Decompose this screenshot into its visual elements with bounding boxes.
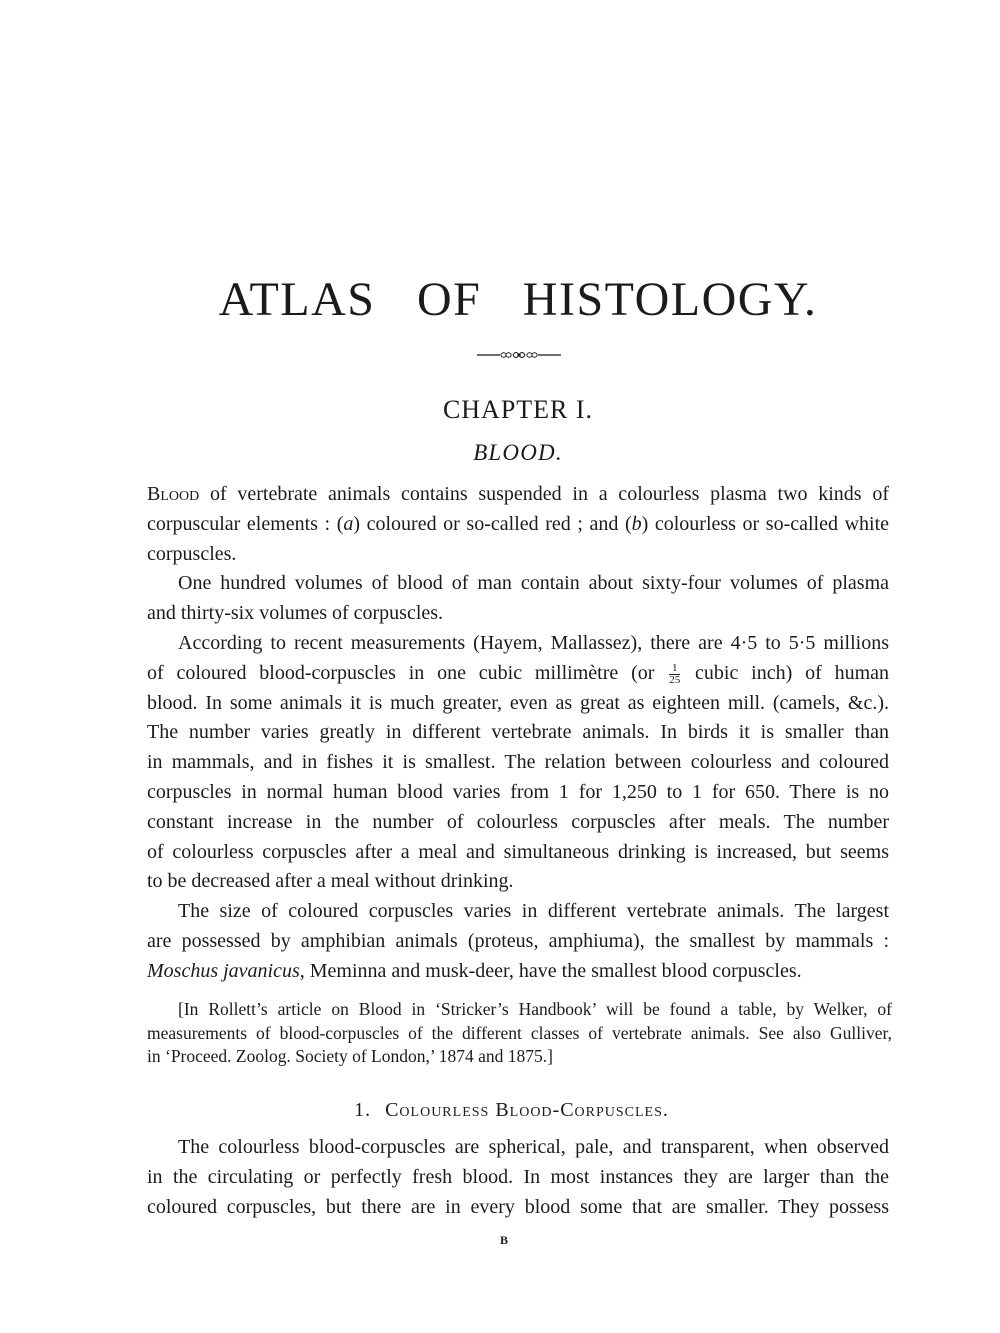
note-line: in ‘Proceed. Zoolog. Society of London,’ 1874 and 1875.] — [147, 1046, 553, 1066]
text-line: coloured corpuscles, but there are in every blood some that are smaller. They possess — [147, 1195, 889, 1218]
line-text: , Meminna and musk-deer, have the smallest blood corpuscles. — [299, 959, 802, 982]
italic-letter: b — [631, 512, 642, 535]
text-line: The colourless blood-corpuscles are spherical, pale, and transparent, when observed — [178, 1136, 889, 1158]
paragraph — [147, 480, 889, 569]
paragraph — [147, 897, 889, 986]
section-heading — [147, 1095, 889, 1125]
line-text: of vertebrate animals contains suspended in a colourless plasma two kinds of — [199, 483, 889, 505]
text-line — [147, 957, 889, 987]
text-line: of colourless corpuscles after a meal and simultaneous drinking is increased, but seems — [147, 840, 889, 863]
text-line: corpuscles in normal human blood varies from 1 for 1,250 to 1 for 650. There is no — [147, 780, 889, 803]
text-line: corpuscles. — [147, 542, 237, 565]
italic-letter: a — [343, 512, 354, 535]
note-line: [In Rollett’s article on Blood in ‘Stricker’s Handbook’ will be found a table, by Welker, of — [178, 999, 892, 1019]
text-line: One hundred volumes of blood of man contain about sixty-four volumes of plasma — [178, 572, 889, 595]
text-line — [147, 510, 889, 540]
text-line: and thirty-six volumes of corpuscles. — [147, 602, 444, 625]
paragraph — [147, 629, 889, 897]
line-text: corpuscular elements : ( — [147, 512, 344, 535]
note-line: measurements of blood-corpuscles of the different classes of vertebrate animals. See also Gulliver, — [147, 1022, 892, 1043]
fraction-numerator: 1 — [669, 663, 680, 675]
section-paragraph — [147, 1133, 889, 1222]
section-number: 1. — [354, 1099, 372, 1121]
section-title: Colourless Blood-Corpuscles. — [385, 1099, 669, 1121]
text-line — [147, 480, 889, 510]
ornament-divider — [477, 349, 561, 361]
paragraph — [147, 569, 889, 629]
fraction — [669, 663, 680, 686]
chapter-number: CHAPTER I. — [442, 395, 594, 424]
text-line — [147, 659, 889, 689]
text-line: The number varies greatly in different vertebrate animals. In birds it is smaller than — [147, 721, 889, 744]
lead-word: Blood — [147, 483, 200, 505]
text-line: are possessed by amphibian animals (proteus, amphiuma), the smallest by mammals : — [147, 929, 889, 952]
line-text: ) coloured or so-called red ; and ( — [353, 512, 632, 535]
text-line: to be decreased after a meal without drinking. — [147, 870, 514, 893]
text-line: According to recent measurements (Hayem, Mallassez), there are 4·5 to 5·5 millions — [178, 631, 889, 654]
text-line: The size of coloured corpuscles varies in different vertebrate animals. The largest — [178, 900, 889, 923]
species-name: Moschus javanicus — [147, 959, 300, 982]
signature-mark: B — [500, 1233, 509, 1247]
text-line: constant increase in the number of colourless corpuscles after meals. The number — [147, 810, 889, 833]
text-line: in the circulating or perfectly fresh blood. In most instances they are larger than the — [147, 1165, 889, 1188]
text-line: in mammals, and in fishes it is smallest. The relation between colourless and coloured — [147, 751, 889, 774]
chapter-title: BLOOD. — [473, 440, 563, 465]
line-text: of coloured blood-corpuscles in one cubic millimètre (or — [147, 661, 668, 684]
line-text: cubic inch) of human — [682, 661, 890, 684]
bracketed-note — [147, 998, 892, 1069]
book-title: ATLAS OF HISTOLOGY. — [218, 273, 818, 326]
line-text: ) colourless or so-called white — [641, 512, 890, 535]
body-text — [147, 480, 889, 987]
fraction-denominator: 25 — [669, 673, 681, 686]
text-line: blood. In some animals it is much greater, even as great as eighteen mill. (camels, &c.). — [147, 691, 889, 714]
